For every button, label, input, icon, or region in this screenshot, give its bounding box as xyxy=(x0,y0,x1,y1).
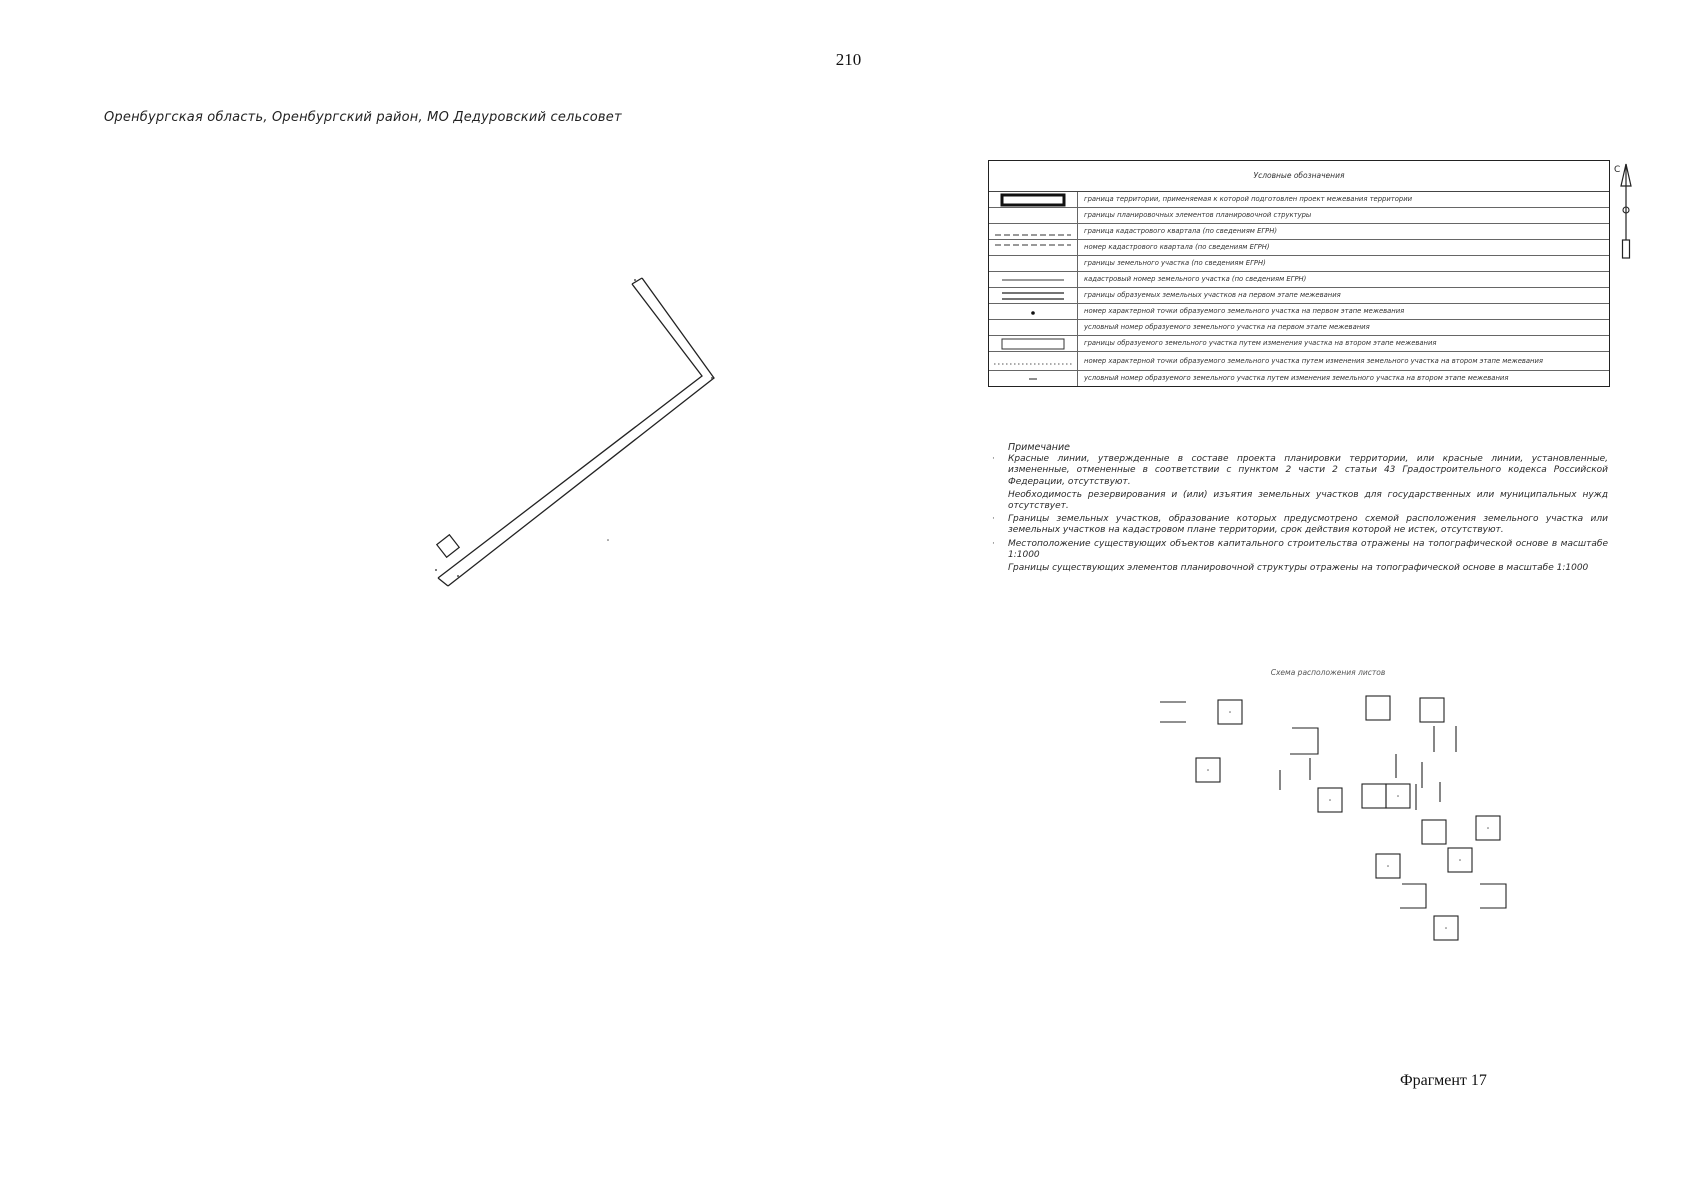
dotted-line-symbol xyxy=(992,352,1074,370)
legend-text: граница территории, применяемая к которой подготовлен проект межевания территории xyxy=(1084,195,1413,203)
plot-vertex xyxy=(634,279,636,281)
legend-row xyxy=(989,240,1609,256)
schema-title: Схема расположения листов xyxy=(1270,668,1386,677)
svg-text:С: С xyxy=(1614,165,1621,175)
legend-table xyxy=(988,160,1610,387)
small-label-symbol xyxy=(1023,374,1043,384)
dash-line-symbol xyxy=(993,243,1073,253)
fragment-label: Фрагмент 17 xyxy=(1400,1072,1487,1089)
note-item: · Красные линии, утвержденные в составе проекта планировки территории, или красные линии, установленные, измененные, отмененные в соответствии с пунктом 2 части 2 статьи 43 Градостроительного кодекса Российской Федерации, отсутствуют. xyxy=(1008,454,1608,488)
plot-vertex xyxy=(711,377,713,379)
plot-end-marker xyxy=(437,535,459,557)
legend-title: Условные обозначения xyxy=(989,161,1609,192)
note-item: Границы существующих элементов планировочной структуры отражены на топографической основе в масштабе 1:1000 xyxy=(1008,563,1589,574)
schema-sheet xyxy=(1366,696,1390,720)
legend-row xyxy=(989,192,1609,208)
plot-vertex xyxy=(435,569,437,571)
double-line-symbol xyxy=(1000,290,1066,302)
legend-text: границы образуемых земельных участков на первом этапе межевания xyxy=(1084,291,1341,299)
plot-end-bottom xyxy=(438,578,448,586)
legend-row xyxy=(989,288,1609,304)
notes-section xyxy=(1008,442,1608,576)
plot-boundary-inner xyxy=(438,284,702,578)
legend-text: условный номер образуемого земельного участка путем изменения земельного участка на втором этапе межевания xyxy=(1084,374,1509,382)
schema-sheet xyxy=(1422,820,1446,844)
note-item: · Местоположение существующих объектов капитального строительства отражены на топографической основе в масштабе 1:1000 xyxy=(1008,539,1608,561)
legend-text: кадастровый номер земельного участка (по сведениям ЕГРН) xyxy=(1084,275,1307,283)
legend-row xyxy=(989,371,1609,386)
legend-text: номер характерной точки образуемого земельного участка на первом этапе межевания xyxy=(1084,307,1405,315)
schema-point xyxy=(1397,795,1399,797)
note-item: Необходимость резервирования и (или) изъятия земельных участков для государственных или муниципальных нужд отсутствует. xyxy=(1008,489,1608,512)
thick-frame-symbol xyxy=(1000,193,1066,207)
legend-row xyxy=(989,336,1609,352)
schema-point xyxy=(1387,865,1389,867)
legend-text: границы земельного участка (по сведениям ЕГРН) xyxy=(1084,259,1266,267)
legend-text: номер характерной точки образуемого земельного участка путем изменения земельного участка на втором этапе межевания xyxy=(1084,356,1543,365)
north-arrow-icon xyxy=(1612,160,1636,270)
plot-end-top xyxy=(632,278,642,284)
legend-text: номер кадастрового квартала (по сведениям ЕГРН) xyxy=(1084,243,1270,251)
legend-row xyxy=(989,208,1609,224)
legend-row xyxy=(989,272,1609,288)
legend-row xyxy=(989,224,1609,240)
plot-drawing xyxy=(420,270,740,590)
schema-point xyxy=(1445,927,1447,929)
schema-point xyxy=(1229,711,1231,713)
sheet-layout-schema xyxy=(1150,690,1560,960)
dash-line-symbol xyxy=(993,226,1073,238)
legend-row xyxy=(989,256,1609,272)
note-item: · Границы земельных участков, образование которых предусмотрено схемой расположения земельного участка или земельных участков на кадастровом плане территории, срок действия которой не истек, отсутствуют. xyxy=(1008,514,1608,536)
schema-sheet-outline xyxy=(1480,884,1506,908)
plot-vertex xyxy=(607,539,609,541)
legend-row xyxy=(989,352,1609,371)
rect-outline-symbol xyxy=(1000,337,1066,351)
schema-sheet-outline xyxy=(1290,728,1318,754)
location-title: Оренбургская область, Оренбургский район, МО Дедуровский сельсовет xyxy=(104,110,622,125)
legend-row xyxy=(989,320,1609,336)
schema-point xyxy=(1487,827,1489,829)
thin-line-symbol xyxy=(1000,274,1066,286)
schema-sheet xyxy=(1420,698,1444,722)
legend-text: граница кадастрового квартала (по сведениям ЕГРН) xyxy=(1084,227,1278,235)
dot-symbol xyxy=(1023,306,1043,318)
schema-sheet xyxy=(1362,784,1386,808)
schema-point xyxy=(1329,799,1331,801)
schema-point xyxy=(1207,769,1209,771)
legend-text: границы планировочных элементов планировочной структуры xyxy=(1084,211,1312,219)
legend-row xyxy=(989,304,1609,320)
page-number: 210 xyxy=(835,50,862,69)
plot-vertex xyxy=(457,575,459,577)
schema-point xyxy=(1459,859,1461,861)
legend-text: условный номер образуемого земельного участка на первом этапе межевания xyxy=(1084,323,1370,331)
notes-title: Примечание xyxy=(1008,442,1071,453)
legend-text: границы образуемого земельного участка путем изменения участка на втором этапе межевания xyxy=(1084,339,1437,347)
schema-sheet-outline xyxy=(1400,884,1426,908)
